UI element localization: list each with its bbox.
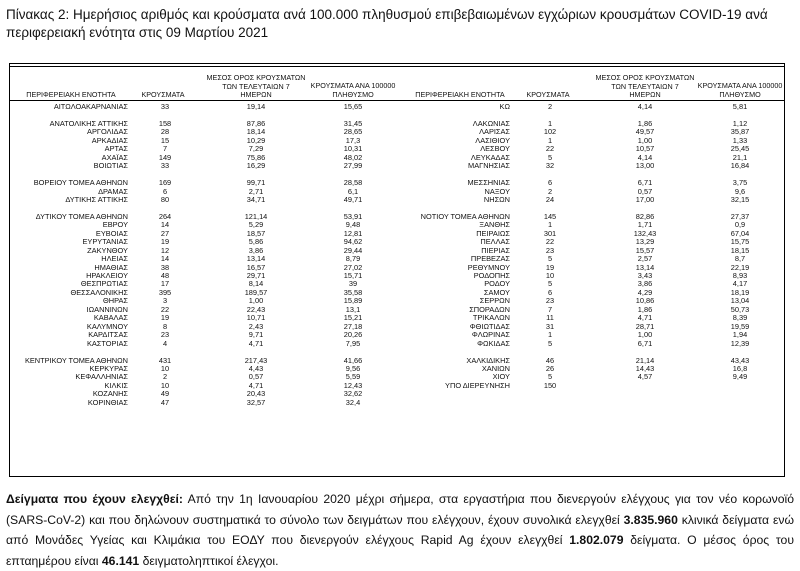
table-row (400, 161, 786, 170)
avg7-cell: 121,14 (244, 211, 268, 221)
region-cell: ΘΗΡΑΣ (103, 296, 128, 306)
region-cell: ΤΡΙΚΑΛΩΝ (472, 313, 510, 323)
cases-cell: 28 (160, 127, 170, 137)
per100k-cell: 4,17 (732, 279, 748, 289)
avg7-cell: 189,57 (244, 287, 268, 297)
cases-cell: 150 (543, 380, 557, 390)
per100k-cell: 29,44 (343, 245, 363, 255)
table-row (400, 102, 786, 111)
avg7-cell: 13,29 (635, 237, 655, 247)
region-cell: ΖΑΚΥΝΘΟΥ (87, 245, 128, 255)
per100k-cell: 22,19 (730, 262, 750, 272)
region-cell: ΜΕΣΣΗΝΙΑΣ (467, 178, 510, 188)
per100k-cell: 94,62 (343, 237, 363, 247)
avg7-cell: 13,00 (635, 161, 655, 171)
avg7-cell: 10,57 (635, 144, 655, 154)
per100k-cell: 28,65 (343, 127, 363, 137)
cases-cell: 6 (547, 178, 553, 188)
region-cell: ΣΑΜΟΥ (483, 287, 510, 297)
region-cell: ΝΗΣΩΝ (483, 194, 510, 204)
cases-cell: 15 (160, 135, 170, 145)
cases-cell: 31 (545, 321, 555, 331)
avg7-cell: 16,57 (246, 262, 266, 272)
table-top-rule (10, 66, 784, 67)
avg7-cell: 17,00 (635, 194, 655, 204)
samples-note (6, 489, 794, 571)
per100k-cell: 1,94 (732, 330, 748, 340)
cases-cell: 23 (545, 296, 555, 306)
cases-cell: 1 (547, 330, 553, 340)
per100k-cell: 12,43 (343, 380, 363, 390)
cases-cell: 48 (160, 271, 170, 280)
region-cell: ΘΕΣΠΡΩΤΙΑΣ (80, 279, 128, 289)
per100k-cell: 28,58 (343, 178, 363, 188)
region-cell: ΕΒΡΟΥ (102, 220, 128, 230)
region-cell: ΝΑΞΟΥ (484, 186, 510, 196)
region-cell: ΕΥΡΥΤΑΝΙΑΣ (82, 237, 128, 247)
region-cell: ΚΑΛΥΜΝΟΥ (86, 321, 128, 331)
per100k-cell: 15,89 (343, 296, 363, 306)
per100k-cell: 18,15 (730, 245, 750, 255)
per100k-cell: 7,95 (345, 338, 361, 348)
cases-cell: 4 (162, 338, 168, 348)
per100k-cell: 49,71 (343, 194, 363, 204)
region-cell: ΚΩ (499, 102, 510, 111)
region-cell: ΚΑΡΔΙΤΣΑΣ (88, 330, 128, 340)
region-cell: ΣΠΟΡΑΔΩΝ (469, 304, 510, 314)
cases-cell: 2 (162, 372, 168, 382)
table-row (10, 339, 400, 348)
samples-note-text-2: κλινικά δείγματα ενώ από Μονάδες Υγείας και Κλιμάκια του ΕΟΔΥ που διενεργούν ελέγχους Rapid Ag έχουν ελεγχθεί (6, 512, 795, 547)
cases-cell: 6 (162, 186, 168, 196)
region-cell: ΑΧΑΪΑΣ (101, 152, 128, 162)
cases-cell: 5 (547, 254, 553, 264)
avg7-cell: 3,86 (637, 279, 653, 289)
per100k-cell: 35,58 (343, 287, 363, 297)
avg7-cell: 32,57 (246, 397, 266, 407)
avg7-cell: 4,57 (637, 372, 653, 382)
region-cell: ΕΥΒΟΙΑΣ (95, 228, 128, 238)
table-row (10, 195, 400, 204)
header-per100k-right: ΚΡΟΥΣΜΑΤΑ ΑΝΑ 100000 ΠΛΗΘΥΣΜΟ (697, 81, 783, 99)
region-cell: ΞΑΝΘΗΣ (479, 220, 510, 230)
avg7-cell: 10,86 (635, 296, 655, 306)
cases-cell: 23 (160, 330, 170, 340)
region-cell: ΜΑΓΝΗΣΙΑΣ (468, 161, 510, 171)
per100k-cell: 12,39 (730, 338, 750, 348)
cases-cell: 14 (160, 254, 170, 264)
cases-cell: 10 (160, 363, 170, 373)
per100k-cell: 1,12 (732, 118, 748, 128)
avg7-cell: 28,71 (635, 321, 655, 331)
per100k-cell: 25,45 (730, 144, 750, 154)
region-cell: ΥΠΟ ΔΙΕΡΕΥΝΗΣΗ (445, 380, 510, 390)
avg7-cell: 0,57 (637, 186, 653, 196)
region-cell: ΙΩΑΝΝΙΝΩΝ (86, 304, 128, 314)
region-cell: ΚΟΡΙΝΘΙΑΣ (87, 397, 128, 407)
samples-note-text-1: Από την 1η Ιανουαρίου 2020 μέχρι σήμερα, στα εργαστήρια που διενεργούν ελέγχους για τον νέο κορωνοϊό (SARS-CoV-2) και που δηλώνουν συστηματικά το σύνολο των δειγμάτων που ελέγχουν, έχουν συνολικά ελεγχθεί (6, 492, 794, 527)
avg7-cell: 2,57 (637, 254, 653, 264)
per100k-cell: 10,31 (343, 144, 363, 154)
cases-cell: 169 (158, 178, 172, 188)
region-cell: ΡΕΘΥΜΝΟΥ (467, 262, 510, 272)
region-cell: ΣΕΡΡΩΝ (479, 296, 510, 306)
region-cell: ΒΟΙΩΤΙΑΣ (93, 161, 128, 171)
avg7-cell: 87,86 (246, 118, 266, 128)
cases-cell: 2 (547, 186, 553, 196)
region-cell: ΑΡΤΑΣ (104, 144, 128, 154)
cases-cell: 46 (545, 355, 555, 365)
avg7-cell: 20,43 (246, 389, 266, 399)
cases-cell: 5 (547, 338, 553, 348)
avg7-cell: 1,00 (248, 296, 264, 306)
avg7-cell: 1,71 (637, 220, 653, 230)
per100k-cell: 32,15 (730, 194, 750, 204)
cases-cell: 7 (162, 144, 168, 154)
per100k-cell: 5,81 (732, 102, 748, 111)
per100k-cell: 8,93 (732, 271, 748, 280)
avg7-cell: 34,71 (246, 194, 266, 204)
cases-cell: 8 (162, 321, 168, 331)
region-cell: ΦΛΩΡΙΝΑΣ (471, 330, 510, 340)
per100k-cell: 3,75 (732, 178, 748, 188)
cases-cell: 22 (545, 144, 555, 154)
per100k-cell: 27,37 (730, 211, 750, 221)
cases-cell: 5 (547, 152, 553, 162)
cases-cell: 49 (160, 389, 170, 399)
cases-cell: 145 (543, 211, 557, 221)
samples-note-rapid-count: 1.802.079 (569, 533, 624, 547)
avg7-cell: 10,29 (246, 135, 266, 145)
avg7-cell: 1,86 (637, 304, 653, 314)
region-cell: ΠΕΙΡΑΙΩΣ (476, 228, 510, 238)
cases-cell: 2 (547, 102, 553, 111)
cases-cell: 10 (545, 271, 555, 280)
avg7-cell: 13,14 (635, 262, 655, 272)
per100k-cell: 9,56 (345, 363, 361, 373)
per100k-cell: 27,99 (343, 161, 363, 171)
per100k-cell: 32,62 (343, 389, 363, 399)
per100k-cell: 12,81 (343, 228, 363, 238)
samples-note-text-4: δειγματοληπτικοί έλεγχοι. (139, 553, 279, 568)
per100k-cell: 50,73 (730, 304, 750, 314)
cases-cell: 5 (547, 372, 553, 382)
avg7-cell: 3,43 (637, 271, 653, 280)
table-title: Πίνακας 2: Ημερήσιος αριθμός και κρούσματα ανά 100.000 πληθυσμού επιβεβαιωμένων εγχώριων κρουσμάτων COVID-19 ανά περιφερειακή ενότητα στις 09 Μαρτίου 2021 (6, 7, 768, 40)
cases-cell: 38 (160, 262, 170, 272)
cases-cell: 158 (158, 118, 172, 128)
cases-cell: 22 (545, 237, 555, 247)
cases-cell: 102 (543, 127, 557, 137)
region-cell: ΚΕΝΤΡΙΚΟΥ ΤΟΜΕΑ ΑΘΗΝΩΝ (24, 355, 128, 365)
samples-note-weekly-average: 46.141 (101, 553, 140, 568)
table-row (400, 195, 786, 204)
header-region-right: ΠΕΡΙΦΕΡΕΙΑΚΗ ΕΝΟΤΗΤΑ (415, 90, 505, 99)
avg7-cell: 19,14 (246, 102, 266, 111)
cases-cell: 80 (160, 194, 170, 204)
per100k-cell: 53,91 (343, 211, 363, 221)
region-cell: ΡΟΔΟΥ (484, 279, 510, 289)
region-cell: ΑΝΑΤΟΛΙΚΗΣ ΑΤΤΙΚΗΣ (49, 118, 128, 128)
avg7-cell: 4,14 (637, 152, 653, 162)
per100k-cell: 32,4 (345, 397, 361, 407)
avg7-cell: 4,71 (248, 380, 264, 390)
avg7-cell: 1,00 (637, 135, 653, 145)
region-cell: ΧΑΛΚΙΔΙΚΗΣ (466, 355, 510, 365)
header-per100k-left: ΚΡΟΥΣΜΑΤΑ ΑΝΑ 100000 ΠΛΗΘΥΣΜΟ (310, 81, 396, 99)
cases-cell: 3 (162, 296, 168, 306)
region-cell: ΘΕΣΣΑΛΟΝΙΚΗΣ (70, 287, 128, 297)
region-cell: ΦΘΙΩΤΙΔΑΣ (469, 321, 510, 331)
avg7-cell: 5,86 (248, 237, 264, 247)
avg7-cell: 6,71 (637, 338, 653, 348)
region-cell: ΠΙΕΡΙΑΣ (481, 245, 510, 255)
avg7-cell: 75,86 (246, 152, 266, 162)
avg7-cell: 22,43 (246, 304, 266, 314)
per100k-cell: 20,26 (343, 330, 363, 340)
per100k-cell: 15,75 (730, 237, 750, 247)
per100k-cell: 8,7 (734, 254, 746, 264)
region-cell: ΚΙΛΚΙΣ (104, 380, 128, 390)
per100k-cell: 9,49 (732, 372, 748, 382)
table-row (10, 398, 400, 407)
cases-cell: 24 (545, 194, 555, 204)
table-row (10, 161, 400, 170)
region-cell: ΔΥΤΙΚΗΣ ΑΤΤΙΚΗΣ (65, 194, 128, 204)
cases-cell: 1 (547, 135, 553, 145)
region-cell: ΧΑΝΙΩΝ (481, 363, 510, 373)
region-cell: ΔΥΤΙΚΟΥ ΤΟΜΕΑ ΑΘΗΝΩΝ (35, 211, 128, 221)
avg7-cell: 5,29 (248, 220, 264, 230)
avg7-cell: 99,71 (246, 178, 266, 188)
per100k-cell: 31,45 (343, 118, 363, 128)
per100k-cell: 6,1 (347, 186, 359, 196)
region-cell: ΗΡΑΚΛΕΙΟΥ (86, 271, 128, 280)
region-cell: ΑΡΚΑΔΙΑΣ (91, 135, 128, 145)
cases-cell: 7 (547, 304, 553, 314)
per100k-cell: 18,19 (730, 287, 750, 297)
per100k-cell: 0,9 (734, 220, 746, 230)
cases-cell: 32 (545, 161, 555, 171)
avg7-cell: 4,43 (248, 363, 264, 373)
cases-cell: 19 (545, 262, 555, 272)
avg7-cell: 1,86 (637, 118, 653, 128)
samples-note-clinical-count: 3.835.960 (623, 512, 678, 527)
avg7-cell: 4,71 (637, 313, 653, 323)
region-cell: ΚΑΒΑΛΑΣ (93, 313, 128, 323)
cases-cell: 19 (160, 237, 170, 247)
cases-cell: 6 (547, 287, 553, 297)
per100k-cell: 16,8 (732, 363, 748, 373)
region-cell: ΛΕΥΚΑΔΑΣ (470, 152, 510, 162)
table-row (10, 102, 400, 111)
cases-cell: 23 (545, 245, 555, 255)
per100k-cell: 43,43 (730, 355, 750, 365)
cases-cell: 301 (543, 228, 557, 238)
cases-cell: 26 (545, 363, 555, 373)
per100k-cell: 13,1 (345, 304, 361, 314)
region-cell: ΗΛΕΙΑΣ (101, 254, 128, 264)
cases-cell: 22 (160, 304, 170, 314)
per100k-cell: 9,48 (345, 220, 361, 230)
header-avg7-left: ΜΕΣΟΣ ΟΡΟΣ ΚΡΟΥΣΜΑΤΩΝ ΤΩΝ ΤΕΛΕΥΤΑΙΩΝ 7 ΗΜΕΡΩΝ (206, 73, 306, 99)
region-cell: ΡΟΔΟΠΗΣ (473, 271, 510, 280)
avg7-cell: 29,71 (246, 271, 266, 280)
cases-cell: 11 (546, 313, 554, 323)
region-cell: ΝΟΤΙΟΥ ΤΟΜΕΑ ΑΘΗΝΩΝ (420, 211, 510, 221)
cases-cell: 27 (160, 228, 170, 238)
region-cell: ΛΑΚΩΝΙΑΣ (472, 118, 510, 128)
header-cases-right: ΚΡΟΥΣΜΑΤΑ (526, 90, 570, 99)
per100k-cell: 41,66 (343, 355, 363, 365)
avg7-cell: 4,14 (637, 102, 653, 111)
avg7-cell: 18,14 (246, 127, 266, 137)
region-cell: ΛΕΣΒΟΥ (480, 144, 510, 154)
per100k-cell: 8,79 (345, 254, 361, 264)
cases-cell: 10 (160, 380, 170, 390)
avg7-cell: 2,43 (248, 321, 264, 331)
region-cell: ΚΕΦΑΛΛΗΝΙΑΣ (75, 372, 128, 382)
per100k-cell: 17,3 (345, 135, 361, 145)
per100k-cell: 21,1 (732, 152, 748, 162)
cases-cell: 33 (160, 102, 170, 111)
header-region-left: ΠΕΡΙΦΕΡΕΙΑΚΗ ΕΝΟΤΗΤΑ (26, 90, 116, 99)
region-cell: ΒΟΡΕΙΟΥ ΤΟΜΕΑ ΑΘΗΝΩΝ (33, 178, 128, 188)
cases-cell: 5 (547, 279, 553, 289)
region-cell: ΠΕΛΛΑΣ (480, 237, 510, 247)
avg7-cell: 8,14 (248, 279, 264, 289)
per100k-cell: 5,59 (345, 372, 361, 382)
header-cases-left: ΚΡΟΥΣΜΑΤΑ (141, 90, 185, 99)
header-rule (10, 100, 784, 101)
per100k-cell: 8,39 (732, 313, 748, 323)
region-cell: ΛΑΣΙΘΙΟΥ (475, 135, 510, 145)
per100k-cell: 1,33 (732, 135, 748, 145)
cases-cell: 17 (160, 279, 170, 289)
avg7-cell: 13,14 (246, 254, 266, 264)
avg7-cell: 82,86 (635, 211, 655, 221)
avg7-cell: 15,57 (635, 245, 655, 255)
region-cell: ΚΕΡΚΥΡΑΣ (89, 363, 128, 373)
cases-cell: 1 (547, 118, 553, 128)
per100k-cell: 48,02 (343, 152, 363, 162)
region-cell: ΦΩΚΙΔΑΣ (477, 338, 510, 348)
avg7-cell: 7,29 (248, 144, 264, 154)
region-cell: ΚΑΣΤΟΡΙΑΣ (86, 338, 128, 348)
avg7-cell: 132,43 (633, 228, 657, 238)
cases-cell: 19 (160, 313, 170, 323)
cases-cell: 14 (160, 220, 170, 230)
avg7-cell: 16,29 (246, 161, 266, 171)
cases-cell: 12 (160, 245, 170, 255)
avg7-cell: 49,57 (635, 127, 655, 137)
cases-cell: 264 (158, 211, 172, 221)
per100k-cell: 16,84 (730, 161, 750, 171)
per100k-cell: 9,6 (734, 186, 746, 196)
cases-cell: 47 (160, 397, 170, 407)
avg7-cell: 18,57 (246, 228, 266, 238)
cases-cell: 395 (158, 287, 172, 297)
per100k-cell: 35,87 (730, 127, 750, 137)
avg7-cell: 1,00 (637, 330, 653, 340)
region-cell: ΑΡΓΟΛΙΔΑΣ (87, 127, 128, 137)
samples-note-text-3: δείγματα. Ο μέσος όρος του επταημέρου είναι (6, 533, 794, 568)
avg7-cell: 9,71 (248, 330, 264, 340)
per100k-cell: 15,21 (343, 313, 363, 323)
region-cell: ΧΙΟΥ (492, 372, 510, 382)
per100k-cell: 27,18 (343, 321, 363, 331)
region-cell: ΠΡΕΒΕΖΑΣ (470, 254, 510, 264)
region-cell: ΑΙΤΩΛΟΑΚΑΡΝΑΝΙΑΣ (53, 102, 128, 111)
cases-cell: 431 (158, 355, 172, 365)
avg7-cell: 0,57 (248, 372, 264, 382)
region-cell: ΚΟΖΑΝΗΣ (92, 389, 128, 399)
avg7-cell: 217,43 (244, 355, 268, 365)
avg7-cell: 14,43 (635, 363, 655, 373)
header-avg7-right: ΜΕΣΟΣ ΟΡΟΣ ΚΡΟΥΣΜΑΤΩΝ ΤΩΝ ΤΕΛΕΥΤΑΙΩΝ 7 ΗΜΕΡΩΝ (595, 73, 695, 99)
per100k-cell: 39 (348, 279, 358, 289)
avg7-cell: 21,14 (635, 355, 655, 365)
cases-table (9, 63, 785, 477)
per100k-cell: 67,04 (730, 228, 750, 238)
per100k-cell: 15,65 (343, 102, 363, 111)
avg7-cell: 4,29 (637, 287, 653, 297)
avg7-cell: 2,71 (248, 186, 264, 196)
avg7-cell: 3,86 (248, 245, 264, 255)
per100k-cell: 19,59 (730, 321, 750, 331)
region-cell: ΛΑΡΙΣΑΣ (479, 127, 510, 137)
per100k-cell: 27,02 (343, 262, 363, 272)
table-row (400, 339, 786, 348)
cases-cell: 1 (547, 220, 553, 230)
per100k-cell: 15,71 (343, 271, 363, 280)
avg7-cell: 10,71 (246, 313, 266, 323)
cases-cell: 33 (160, 161, 170, 171)
region-cell: ΗΜΑΘΙΑΣ (94, 262, 128, 272)
region-cell: ΔΡΑΜΑΣ (98, 186, 128, 196)
samples-note-label: Δείγματα που έχουν ελεγχθεί: (6, 492, 183, 506)
table-row (400, 381, 786, 390)
per100k-cell: 13,04 (730, 296, 750, 306)
avg7-cell: 4,71 (248, 338, 264, 348)
avg7-cell: 6,71 (637, 178, 653, 188)
cases-cell: 149 (158, 152, 172, 162)
